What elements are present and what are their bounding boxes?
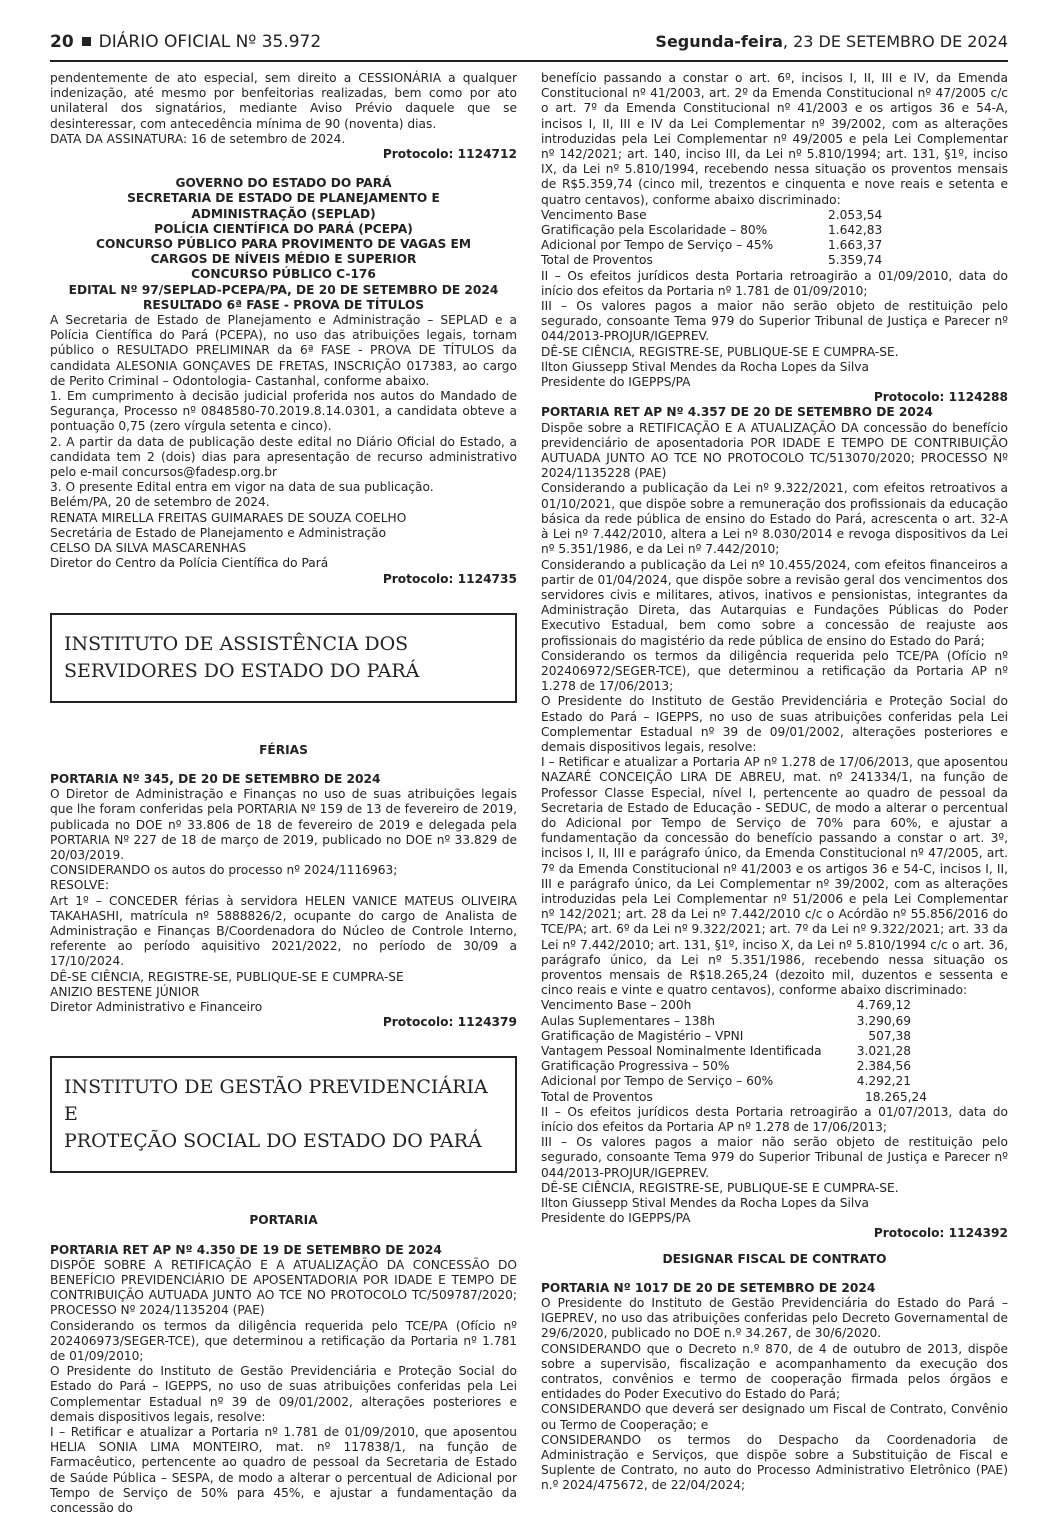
- proventos-table: [541, 208, 1008, 269]
- table-row: [541, 1029, 1008, 1044]
- paragraph: Considerando a publicação da Lei nº 9.322/2021, com efeitos retroativos a 01/10/2021, que dispõe sobre a remuneração dos profissionais da educação básica da rede pública de ensino do Estado do Pará, acrescenta o art. 32-A à Lei nº 7.442/2010, altera a Lei nº 8.030/2014 e revoga dispositivos da Lei nº 5.351/1986, e da Lei nº 7.442/2010;: [541, 481, 1008, 557]
- paragraph: I – Retificar e atualizar a Portaria nº 1.781 de 01/09/2010, que aposentou HELIA SONIA LIMA MONTEIRO, mat. nº 117838/1, na função de Farmacêutico, pertencente ao quadro de pessoal da Secretaria de Estado de Saúde Pública – SESPA, de modo a alterar o percentual de Adicional por Tempo de Serviço de 50% para 45%, e ajustar a fundamentação da concessão do: [50, 1425, 517, 1516]
- signatory-role: Diretor do Centro da Polícia Científica do Pará: [50, 556, 329, 571]
- table-value: 1.642,83: [828, 223, 883, 238]
- right-column: [541, 71, 1008, 1494]
- table-value: 1.663,37: [828, 238, 883, 253]
- heading-line: CONCURSO PÚBLICO C-176: [191, 267, 376, 282]
- protocol-number: Protocolo: 1124288: [873, 390, 1008, 405]
- signatory-name: Ilton Giussepp Stival Mendes da Rocha Lopes da Silva: [541, 1196, 869, 1211]
- paragraph: Considerando a publicação da Lei nº 10.455/2024, com efeitos financeiros a partir de 01/04/2024, que dispõe sobre a revisão geral dos vencimentos dos servidores civis e militares, ativos, inativos e pensionistas, integrantes da Administração Direta, das Autarquias e Fundações Públicas do Poder Executivo Estadual, bem como sobre a concessão de reajuste aos profissionais do magistério da rede pública de ensino do Estado do Pará;: [541, 557, 1008, 648]
- paragraph: Considerando os termos da diligência requerida pelo TCE/PA (Ofício nº 202406972/SEGER-TCE), que determinou a retificação da Portaria AP nº 1.278 de 17/06/2013;: [541, 648, 1008, 694]
- header-rule: [50, 60, 1008, 62]
- paragraph: III – Os valores pagos a maior não serão objeto de restituição pelo segurado, consoante Tema 979 do Superior Tribunal de Justiça e Parecer nº 044/2013-PROJUR/IGEPREV.: [541, 1135, 1008, 1180]
- table-row: [541, 1014, 1008, 1029]
- table-row: [541, 253, 1008, 268]
- paragraph: O Presidente do Instituto de Gestão Previdenciária e Proteção Social do Estado do Pará – IGEPPS, no uso de suas atribuições conferidas pela Lei Complementar Estadual nº 39 de 09/01/2002, alterações posteriores e demais dispositivos legais, resolve:: [50, 1364, 517, 1424]
- table-value: 4.292,21: [856, 1074, 911, 1089]
- page-number: 20: [50, 32, 74, 52]
- paragraph: Dispõe sobre a RETIFICAÇÃO E A ATUALIZAÇÃO DA concessão do benefício previdenciário de aposentadoria POR IDADE E TEMPO DE CONTRIBUIÇÃO AUTUADA JUNTO AO TCE NO PROTOCOLO TC/513070/2020; PROCESSO Nº 2024/1135228 (PAE): [541, 420, 1008, 481]
- proventos-table: [541, 998, 1008, 1104]
- table-label: Adicional por Tempo de Serviço – 60%: [541, 1074, 774, 1089]
- table-value: 2.384,56: [856, 1059, 911, 1074]
- portaria-title: PORTARIA Nº 345, DE 20 DE SETEMBRO DE 2024: [50, 771, 381, 786]
- portaria-title: PORTARIA RET AP Nº 4.357 DE 20 DE SETEMBRO DE 2024: [541, 405, 933, 420]
- paragraph: Art 1º – CONCEDER férias à servidora HELEN VANICE MATEUS OLIVEIRA TAKAHASHI, matrícula nº 5888826/2, ocupante do cargo de Analista de Administração e Finanças B/Coordenadora do Núcleo de Controle Interno, referente ao período aquisitivo 2021/2022, no período de 30/09 a 17/10/2024.: [50, 893, 517, 969]
- header-date: [655, 32, 1008, 51]
- paragraph: pendentemente de ato especial, sem direito a CESSIONÁRIA a qualquer indenização, até mesmo por benfeitorias realizadas, bem como por ato unilateral dos signatários, mediante Aviso Prévio daquele que se desinteressar, com antecedência mínima de 90 (noventa) dias.: [50, 71, 517, 131]
- table-label: Gratificação de Magistério – VPNI: [541, 1028, 744, 1043]
- table-label: Total de Proventos: [541, 1089, 653, 1104]
- signatory-role: Diretor Administrativo e Financeiro: [50, 999, 263, 1014]
- paragraph: RESOLVE:: [50, 878, 110, 893]
- paragraph: O Presidente do Instituto de Gestão Previdenciária do Estado do Pará – IGEPREV, no uso das atribuições conferidas pelo Decreto Governamental de 29/6/2020, publicado no DOE n.º 34.267, de 30/6/2020.: [541, 1296, 1008, 1341]
- paragraph: I – Retificar e atualizar a Portaria AP nº 1.278 de 17/06/2013, que aposentou NAZARÉ CONCEIÇÃO LIRA DE ABREU, mat. nº 241334/1, na função de Professor Classe Especial, nível I, pertencente ao quadro de pessoal da Secretaria de Estado de Educação - SEDUC, de modo a alterar o percentual do Adicional por Tempo de Serviço de 70% para 60%, e ajustar a fundamentação da concessão do benefício passando a constar o art. 3º, incisos I, II, III e parágrafo único, da Emenda Constitucional nº 47/2005, art. 7º da Emenda Constitucional nº 41/2003 e os artigos 36 e 54-C, incisos I, II, III e parágrafo único, da Lei Complementar nº 39/2002, com as alterações introduzidas pela Lei Complementar nº 51/2006 e pela Lei Complementar nº 142/2021; art. 28 da Lei nº 7.442/2010 c/c o Acórdão nº 55.856/2016 do TCE/PA; art. 6º da Lei nº 9.322/2021; art. 7º da Lei nº 9.322/2021; art. 33 da Lei nº 7.442/2010; art. 131, §1º, inciso X, da Lei nº 5.810/1994 c/c o art. 36, parágrafo único, da Lei nº 5.351/1986, recebendo nessa situação os proventos mensais de R$18.265,24 (dezoito mil, duzentos e sessenta e cinco reais e vinte e quatro centavos), conforme abaixo discriminado:: [541, 755, 1008, 998]
- section-heading: DESIGNAR FISCAL DE CONTRATO: [662, 1251, 887, 1266]
- table-value: 18.265,24: [864, 1089, 927, 1104]
- page-header: [50, 32, 1008, 58]
- table-row: [541, 1044, 1008, 1059]
- table-label: Total de Proventos: [541, 253, 653, 268]
- section-heading: PORTARIA: [249, 1213, 318, 1228]
- signatory-name: CELSO DA SILVA MASCARENHAS: [50, 541, 247, 556]
- paragraph: 3. O presente Edital entra em vigor na data de sua publicação.: [50, 480, 434, 495]
- section-heading: FÉRIAS: [259, 742, 308, 757]
- signatory-name: RENATA MIRELLA FREITAS GUIMARAES DE SOUZA COELHO: [50, 510, 407, 525]
- table-value: 4.769,12: [856, 998, 911, 1013]
- left-column: [50, 71, 517, 1516]
- institution-name-line: SERVIDORES DO ESTADO DO PARÁ: [64, 659, 420, 682]
- paragraph: CONSIDERANDO os autos do processo nº 2024/1116963;: [50, 863, 398, 878]
- journal-title: DIÁRIO OFICIAL Nº 35.972: [98, 32, 322, 52]
- table-value: 3.290,69: [856, 1013, 911, 1028]
- table-label: Gratificação pela Escolaridade – 80%: [541, 223, 768, 238]
- edital-title: EDITAL Nº 97/SEPLAD-PCEPA/PA, DE 20 DE SETEMBRO DE 2024: [68, 282, 499, 297]
- table-value: 3.021,28: [856, 1044, 911, 1058]
- paragraph: CONSIDERANDO que deverá ser designado um Fiscal de Contrato, Convênio ou Termo de Cooperação; e: [541, 1402, 1008, 1432]
- paragraph: DISPÕE SOBRE A RETIFICAÇÃO E A ATUALIZAÇÃO DA CONCESSÃO DO BENEFÍCIO PREVIDENCIÁRIO DE APOSENTADORIA POR IDADE E TEMPO DE CONTRIBUIÇÃO AUTUADA JUNTO AO TCE NO PROTOCOLO TC/509787/2020; PROCESSO Nº 2024/1135204 (PAE): [50, 1257, 517, 1318]
- table-label: Vencimento Base: [541, 207, 647, 222]
- table-row: [541, 238, 1008, 253]
- paragraph: Considerando os termos da diligência requerida pelo TCE/PA (Ofício nº 202406973/SEGER-TCE), que determinou a retificação da Portaria nº 1.781 de 01/09/2010;: [50, 1318, 517, 1363]
- header-weekday: Segunda-feira: [655, 32, 783, 51]
- table-label: Vencimento Base – 200h: [541, 998, 692, 1013]
- protocol-number: Protocolo: 1124379: [382, 1015, 517, 1030]
- paragraph: Belém/PA, 20 de setembro de 2024.: [50, 495, 270, 510]
- paragraph: CONSIDERANDO que o Decreto n.º 870, de 4 de outubro de 2013, dispõe sobre a supervisão, fiscalização e acompanhamento da execução dos contratos, convênios e termo de cooperação firmada pelos órgãos e entidades do Poder Executivo do Estado do Pará;: [541, 1341, 1008, 1402]
- signatory-name: ANIZIO BESTENE JÚNIOR: [50, 984, 200, 999]
- paragraph: O Diretor de Administração e Finanças no uso de suas atribuições legais que lhe foram conferidas pela PORTARIA Nº 159 de 13 de fevereiro de 2019, publicada no DOE nº 33.806 de 18 de fevereiro de 2019 e delegada pela PORTARIA Nº 227 de 18 de março de 2019, publicado no DOE nº 33.829 de 20/03/2019.: [50, 787, 517, 862]
- edital-heading: [50, 176, 517, 282]
- table-label: Vantagem Pessoal Nominalmente Identificada: [541, 1044, 822, 1058]
- table-row: [541, 1074, 1008, 1089]
- table-row: [541, 998, 1008, 1013]
- paragraph: II – Os efeitos jurídicos desta Portaria retroagirão a 01/09/2010, data do início dos efeitos da Portaria nº 1.781 de 01/09/2010;: [541, 268, 1008, 298]
- portaria-title: PORTARIA RET AP Nº 4.350 DE 19 DE SETEMBRO DE 2024: [50, 1242, 442, 1257]
- protocol-number: Protocolo: 1124392: [873, 1226, 1008, 1241]
- paragraph: O Presidente do Instituto de Gestão Previdenciária e Proteção Social do Estado do Pará – IGEPPS, no uso de suas atribuições conferidas pela Lei Complementar Estadual nº 39 de 09/01/2002, alterações posteriores e demais dispositivos legais, resolve:: [541, 694, 1008, 754]
- paragraph: benefício passando a constar o art. 6º, incisos I, II, III e IV, da Emenda Constitucional nº 41/2003, art. 2º da Emenda Constitucional nº 47/2005 c/c o art. 7º da Emenda Constitucional nº 41/2003 e os artigos 36 e 54-A, incisos I, II, III e IV da Lei Complementar nº 39/2002, com as alterações introduzidas pela Lei Complementar nº 49/2005 e pela Lei Complementar nº 142/2021; art. 140, inciso III, da Lei nº 5.810/1994; art. 131, §1º, inciso IX, da Lei nº 5.810/1994, recebendo nessa situação os proventos mensais de R$5.359,74 (cinco mil, trezentos e cinquenta e nove reais e setenta e quatro centavos), conforme abaixo discriminado:: [541, 71, 1008, 207]
- table-value: 2.053,54: [828, 207, 883, 222]
- table-value: 507,38: [868, 1028, 911, 1043]
- heading-line: GOVERNO DO ESTADO DO PARÁ: [175, 176, 392, 191]
- table-row: [541, 208, 1008, 223]
- header-date-text: , 23 DE SETEMBRO DE 2024: [782, 32, 1008, 51]
- heading-line: POLÍCIA CIENTÍFICA DO PARÁ (PCEPA): [154, 221, 413, 236]
- institution-name-line: PROTEÇÃO SOCIAL DO ESTADO DO PARÁ: [64, 1130, 482, 1153]
- institution-name-line: INSTITUTO DE ASSISTÊNCIA DOS: [64, 632, 409, 655]
- paragraph: II – Os efeitos jurídicos desta Portaria retroagirão a 01/07/2013, data do início dos efeitos da Portaria AP nº 1.278 de 17/06/2013;: [541, 1104, 1008, 1135]
- paragraph: CONSIDERANDO os termos do Despacho da Coordenadoria de Administração e Serviços, que dispõe sobre a Substituição de Fiscal e Suplente de Contrato, no auto do Processo Administrativo Eletrônico (PAE) n.º 2024/475672, de 22/04/2024;: [541, 1432, 1008, 1493]
- square-bullet-icon: [82, 37, 91, 46]
- table-row: [541, 1059, 1008, 1074]
- signatory-role: Presidente do IGEPPS/PA: [541, 1211, 691, 1226]
- table-label: Adicional por Tempo de Serviço – 45%: [541, 238, 774, 253]
- table-row: [541, 223, 1008, 238]
- paragraph: DÊ-SE CIÊNCIA, REGISTRE-SE, PUBLIQUE-SE E CUMPRA-SE: [50, 969, 404, 984]
- paragraph: III – Os valores pagos a maior não serão objeto de restituição pelo segurado, consoante Tema 979 do Superior Tribunal de Justiça e Parecer nº 044/2013-PROJUR/IGEPREV.: [541, 299, 1008, 344]
- signatory-name: Ilton Giussepp Stival Mendes da Rocha Lopes da Silva: [541, 359, 869, 374]
- header-left: [50, 32, 321, 52]
- heading-line: SECRETARIA DE ESTADO DE PLANEJAMENTO E ADMINISTRAÇÃO (SEPLAD): [127, 191, 440, 221]
- institution-box: [50, 1056, 517, 1173]
- heading-line: CONCURSO PÚBLICO PARA PROVIMENTO DE VAGAS EM CARGOS DE NÍVEIS MÉDIO E SUPERIOR: [96, 237, 471, 267]
- institution-box: [50, 613, 517, 703]
- paragraph: A Secretaria de Estado de Planejamento e Administração – SEPLAD e a Polícia Científica do Pará (PCEPA), no uso das atribuições legais, tornam público o RESULTADO PRELIMINAR da 6ª FASE - PROVA DE TÍTULOS da candidata ALESONIA GONÇAVES DE FRETAS, INSCRIÇÃO 017383, ao cargo de Perito Criminal – Odontologia- Castanhal, conforme abaixo.: [50, 313, 517, 388]
- protocol-number: Protocolo: 1124735: [382, 571, 517, 586]
- table-row: [541, 1090, 1008, 1105]
- institution-name-line: INSTITUTO DE GESTÃO PREVIDENCIÁRIA E: [64, 1076, 488, 1126]
- paragraph: DÊ-SE CIÊNCIA, REGISTRE-SE, PUBLIQUE-SE E CUMPRA-SE.: [541, 1180, 899, 1195]
- protocol-number: Protocolo: 1124712: [382, 147, 517, 162]
- signatory-role: Presidente do IGEPPS/PA: [541, 375, 691, 390]
- paragraph: 2. A partir da data de publicação deste edital no Diário Oficial do Estado, a candidata tem 2 (dois) dias para apresentação de recurso administrativo pelo e-mail concursos@fadesp.org.br: [50, 434, 517, 480]
- paragraph: 1. Em cumprimento à decisão judicial proferida nos autos do Mandado de Segurança, Processo nº 0848580-70.2019.8.14.0301, a candidata obteve a pontuação 0,75 (zero vírgula setenta e cinco).: [50, 389, 517, 434]
- table-value: 5.359,74: [828, 253, 883, 268]
- signatory-role: Secretária de Estado de Planejamento e Administração: [50, 525, 387, 540]
- paragraph: DATA DA ASSINATURA: 16 de setembro de 2024.: [50, 131, 346, 146]
- paragraph: DÊ-SE CIÊNCIA, REGISTRE-SE, PUBLIQUE-SE E CUMPRA-SE.: [541, 344, 899, 359]
- edital-subtitle: RESULTADO 6ª FASE - PROVA DE TÍTULOS: [142, 297, 425, 312]
- table-label: Gratificação Progressiva – 50%: [541, 1059, 730, 1074]
- portaria-title: PORTARIA Nº 1017 DE 20 DE SETEMBRO DE 2024: [541, 1280, 876, 1295]
- table-label: Aulas Suplementares – 138h: [541, 1013, 715, 1028]
